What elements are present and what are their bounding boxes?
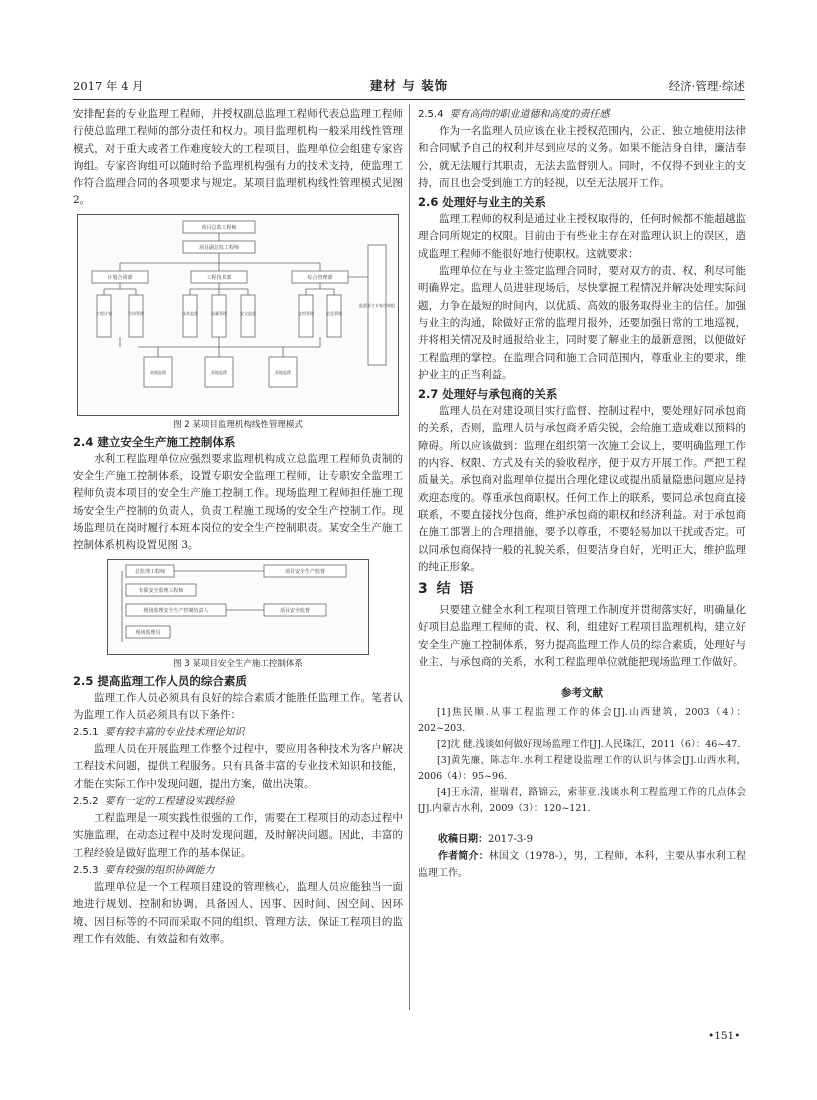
paragraph-2-7: 监理人员在对建设项目实行监督、控制过程中，要处理好同承包商的关系，否则，监理人员与承包商矛盾尖锐，会给施工造成难以预料的障碍。所以应该做到：监理在组织第一次施工会议上，要明确监理工作的内容、权限、方式及有关的验收程序，便于双方开展工作。严把工程质量关。承包商对监理单位提出合理化建议或提出质量隐患问题应是持欢迎态度的。尊重承包商职权。任何工作上的联系，要同总承包商直接联系，不要直接找分包商，维护承包商的职权和经济利益。对于承包商在施工部署上的合理措施，要予以尊重，不要轻易加以干扰或否定。可以同承包商保持一般的礼貌关系，但要洁身自好，光明正大，维护监理的纯正形象。 bbox=[418, 405, 746, 573]
column-divider bbox=[409, 104, 410, 1010]
fig3-side-1: 项目安全生产监督 bbox=[284, 568, 326, 575]
journal-name: 建材 与 装饰 bbox=[369, 78, 449, 93]
fig2-bottom-1: 驻地监理 bbox=[150, 369, 166, 375]
heading-2-5-3: 2.5.3 要有较强的组织协调能力 bbox=[73, 864, 215, 876]
paragraph-2-5-3: 监理单位是一个工程项目建设的管理核心，监理人员应能独当一面地进行规划、控制和协调，具备因人、因事、因时间、因空间、因环境、因目标等的不同而采取不同的组织、管理方法，保证工程项目的监理工作有效能、有效益和有效率。 bbox=[73, 880, 403, 945]
fig2-diagram bbox=[78, 215, 398, 415]
page-number: •151• bbox=[708, 1030, 741, 1042]
fig2-leaf-4: 质量管理 bbox=[211, 310, 227, 316]
fig2-leaf-2: 合同管理 bbox=[128, 310, 144, 316]
heading-3: 3 结 语 bbox=[418, 581, 476, 598]
fig2-top1-text: 项目总监工程师 bbox=[201, 224, 237, 231]
fig2-group-3: 综合管理部 bbox=[307, 274, 333, 281]
paragraph-2-4: 水利工程监理单位应强烈要求监理机构成立总监理工程师负责制的安全生产施工控制体系，设置专职安全监理工程师，让专职安全监理工程师负责本项目的安全生产施工控制工作。现场监理工程师担任施工现场安全生产控制的负责人，负责工程施工现场的安全生产控制工作。现场监理员在岗时履行本班本岗位的安全生产控制职责。某安全生产施工控制体系机构设置见图 3。 bbox=[73, 452, 403, 552]
fig2-leaf-7: 信息管理 bbox=[326, 310, 342, 316]
fig2-leaf-6: 文档管理 bbox=[298, 310, 314, 316]
fig2-top2-text: 项目副总监工程师 bbox=[198, 244, 240, 251]
fig2-side: 监督业主专家咨询组 bbox=[359, 302, 395, 308]
fig3-chain-4: 现场监理员 bbox=[135, 629, 161, 636]
fig3-caption: 图 3 某项目安全生产施工控制体系 bbox=[173, 658, 303, 669]
paragraph-2-5: 监理工作人员必须具有良好的综合素质才能胜任监理工作。笔者认为监理工作人员必须具有以下条件： bbox=[73, 691, 403, 721]
heading-2-6: 2.6 处理好与业主的关系 bbox=[418, 195, 546, 210]
fig3-side-2: 项目安全监督 bbox=[279, 607, 311, 614]
heading-2-5-2: 2.5.2 要有一定的工程建设实践经验 bbox=[73, 796, 235, 808]
page-header bbox=[73, 76, 745, 98]
paragraph-3: 只要建立健全水利工程项目管理工作制度并贯彻落实好，明确量化好项目总监理工程师的责、权、利，组建好工程项目监理机构，建立好安全生产施工控制体系，努力提高监理工作人员的综合素质，处理好与业主、与承包商的关系，水利工程监理单位就能把现场监理工作做好。 bbox=[418, 604, 746, 669]
reference-item: [3]黄先廉，陈志年.水利工程建设监理工作的认识与体会[J].山西水利，2006（4）：95~96. bbox=[418, 754, 746, 782]
paragraph-2-5-2: 工程监理是一项实践性很强的工作，需要在工程项目的动态过程中实施监理，在动态过程中及时发现问题，及时解决问题。因此，丰富的工程经验是做好监理工作的基本保证。 bbox=[73, 812, 403, 859]
paragraph-2-5-4: 作为一名监理人员应该在业主授权范围内，公正、独立地使用法律和合同赋予自己的权利并尽到应尽的义务。如果不能洁身自律，廉洁奉公，就无法履行其职责，无法去监督别人。同时，不仅得不到业主的支持，而且也会受到施工方的轻视，以至无法展开工作。 bbox=[418, 125, 746, 189]
paragraph-2-5-1: 监理人员在开展监理工作整个过程中，要应用各种技术为客户解决工程技术问题，提供工程服务。只有具备丰富的专业技术知识和技能，才能在实际工作中发现问题，提出方案，做出决策。 bbox=[73, 743, 403, 790]
author-bio: 作者简介：林国文（1978-），男，工程师，本科，主要从事水利工程监理工作。 bbox=[418, 850, 747, 879]
intro-paragraph: 安排配套的专业监理工程师，并授权副总监理工程师代表总监理工程师行使总监理工程师的部分责任和权力。项目监理机构一般采用线性管理模式，对于重大或者工作难度较大的工程项目，监理单位会组建专家咨询组。专家咨询组可以随时给予监理机构强有力的技术支持，使监理工作符合监理合同的各项要求与规定。某项目监理机构线性管理模式见图 2。 bbox=[73, 108, 403, 207]
fig3-chain-2: 专职安全监理工程师 bbox=[138, 587, 184, 594]
fig2-leaf-3: 技术监督 bbox=[182, 310, 198, 316]
reference-item: [1]焦民顺.从事工程监理工作的体会[J].山西建筑，2003（4）：202~203. bbox=[418, 706, 746, 734]
fig2-bottom-2: 驻地监理 bbox=[211, 369, 227, 375]
paragraph-2-6-a: 监理工程师的权利是通过业主授权取得的，任何时候都不能超越监理合同所规定的权限。目前由于有些业主存在对监理认识上的误区，造成监理工程师不能很好地行使职权。这就要求： bbox=[418, 213, 746, 260]
fig2-leaf-1: 工程计划 bbox=[96, 310, 112, 316]
fig3-diagram bbox=[108, 560, 368, 654]
received-date: 收稿日期：2017-3-9 bbox=[438, 833, 533, 845]
heading-2-4: 2.4 建立安全生产施工控制体系 bbox=[73, 434, 236, 449]
reference-item: [4]王永清，崔瑞君，路锦云，索菲亚.浅谈水利工程监理工作的几点体会[J].内蒙古水利，2009（3）：120~121. bbox=[418, 786, 746, 814]
fig2-group-2: 工程技术部 bbox=[206, 274, 232, 281]
fig2-bottom-3: 驻地监理 bbox=[275, 369, 291, 375]
reference-item: [2]沈 健.浅谈如何做好现场监理工作[J].人民珠江，2011（6）：46~47. bbox=[437, 738, 741, 750]
issue-date: 2017 年 4 月 bbox=[73, 79, 144, 93]
fig3-chain-1: 总监理工程师 bbox=[134, 568, 166, 575]
fig3-chain-3: 现场监理安全生产控制负责人 bbox=[143, 607, 209, 614]
heading-2-5-4: 2.5.4 要有高尚的职业道德和高度的责任感 bbox=[418, 109, 610, 120]
references-title: 参考文献 bbox=[561, 687, 603, 700]
fig2-leaf-5: 安全监督 bbox=[240, 310, 256, 316]
fig2-caption: 图 2 某项目监理机构线性管理模式 bbox=[173, 419, 303, 430]
fig2-group-1: 计划合同部 bbox=[107, 274, 133, 281]
heading-2-5-1: 2.5.1 要有较丰富的专业技术理论知识 bbox=[73, 727, 245, 739]
section-name: 经济·管理·综述 bbox=[668, 79, 745, 93]
right-column bbox=[418, 106, 746, 882]
header-rule bbox=[73, 99, 745, 100]
figure-3 bbox=[107, 559, 369, 655]
left-column bbox=[73, 106, 403, 948]
paragraph-2-6-b: 监理单位在与业主签定监理合同时，要对双方的责、权、利尽可能明确界定。监理人员进驻现场后，尽快掌握工程情况并解决处理实际问题，力争在最短的时间内，以优质、高效的服务取得业主的信任。加强与业主的沟通，除做好正常的监理月报外，还要加强日常的工地巡视，并将相关情况及时通报给业主，同时要了解业主的最新意图，以便做好工程监理的掌控。在监理合同和施工合同范围内，尊重业主的要求，维护业主的正当利益。 bbox=[418, 265, 746, 381]
heading-2-5: 2.5 提高监理工作人员的综合素质 bbox=[73, 673, 247, 688]
heading-2-7: 2.7 处理好与承包商的关系 bbox=[418, 387, 558, 402]
figure-2 bbox=[77, 214, 399, 416]
